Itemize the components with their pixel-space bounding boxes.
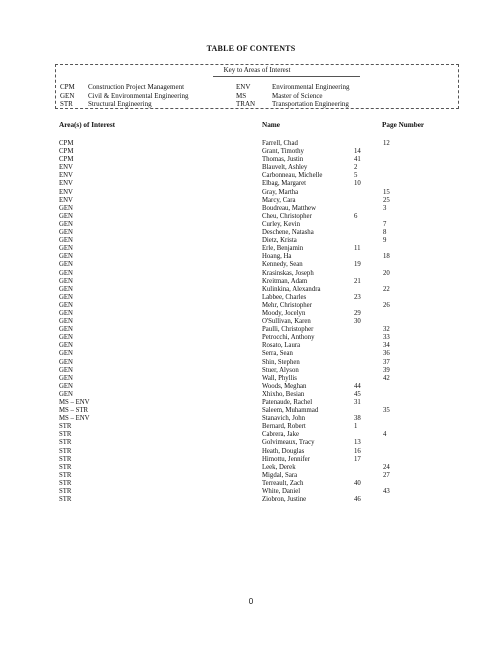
entry-name: Terreault, Zach bbox=[262, 479, 304, 487]
entry-area: GEN bbox=[59, 269, 73, 277]
list-item bbox=[0, 359, 502, 367]
entry-name: Kreitman, Adam bbox=[262, 277, 308, 285]
list-item bbox=[0, 164, 502, 172]
entry-area: CPM bbox=[59, 140, 74, 147]
list-item bbox=[0, 229, 502, 237]
entry-name: White, Daniel bbox=[262, 488, 301, 496]
entry-page-number: 5 bbox=[354, 172, 358, 180]
entry-name: Patenaude, Rachel bbox=[262, 399, 313, 406]
entry-name: Wall, Phyllis bbox=[262, 374, 297, 382]
list-item bbox=[0, 350, 502, 358]
list-item bbox=[0, 334, 502, 342]
list-item bbox=[0, 456, 502, 464]
entry-area: STR bbox=[59, 423, 72, 431]
entry-page-number: 40 bbox=[354, 479, 361, 487]
entry-page-number: 22 bbox=[383, 285, 390, 293]
entry-area: GEN bbox=[59, 285, 73, 293]
entry-area: MS – ENV bbox=[59, 415, 90, 423]
list-item bbox=[0, 448, 502, 456]
entry-area: GEN bbox=[59, 342, 73, 350]
entry-page-number: 42 bbox=[383, 374, 390, 382]
entry-area: GEN bbox=[59, 237, 73, 245]
key-abbreviation: CPM bbox=[60, 83, 75, 91]
entry-name: Boudreau, Matthew bbox=[262, 204, 316, 212]
key-abbreviation: GEN bbox=[60, 91, 75, 100]
key-abbreviation: MS bbox=[236, 91, 247, 100]
entry-page-number: 4 bbox=[383, 431, 387, 439]
list-item bbox=[0, 180, 502, 188]
entry-page-number: 29 bbox=[354, 309, 361, 317]
entry-name: Petrocchi, Anthony bbox=[262, 334, 315, 342]
entry-page-number: 44 bbox=[354, 382, 361, 390]
list-item bbox=[0, 415, 502, 423]
page-title: TABLE OF CONTENTS bbox=[206, 44, 296, 53]
key-description: Environmental Engineering bbox=[272, 83, 350, 91]
entry-area: ENV bbox=[59, 164, 73, 172]
entry-page-number: 3 bbox=[383, 204, 387, 212]
entry-page-number: 8 bbox=[383, 229, 387, 237]
list-item bbox=[0, 375, 502, 383]
entry-name: Kennedy, Sean bbox=[262, 261, 303, 269]
entry-page-number: 36 bbox=[383, 350, 390, 358]
entry-area: MS – STR bbox=[59, 407, 89, 415]
entry-area: GEN bbox=[59, 220, 73, 228]
list-item bbox=[0, 286, 502, 294]
entry-page-number: 13 bbox=[354, 439, 361, 447]
entry-page-number: 17 bbox=[354, 455, 361, 463]
list-item bbox=[0, 205, 502, 213]
list-item bbox=[0, 270, 502, 278]
entry-name: Mehr, Christopher bbox=[262, 301, 312, 309]
list-item bbox=[0, 407, 502, 415]
entry-name: Carbonneau, Michelle bbox=[262, 172, 323, 180]
entry-name: Ziobron, Justine bbox=[262, 496, 307, 504]
entry-name: O'Sullivan, Karen bbox=[262, 318, 311, 326]
entry-name: Gray, Martha bbox=[262, 188, 299, 196]
entry-page-number: 27 bbox=[383, 471, 390, 479]
entry-page-number: 23 bbox=[354, 293, 361, 301]
list-item bbox=[0, 367, 502, 375]
list-item bbox=[0, 213, 502, 221]
list-item bbox=[0, 197, 502, 205]
list-item bbox=[0, 253, 502, 261]
entry-area: MS – ENV bbox=[59, 399, 90, 406]
entry-area: GEN bbox=[59, 301, 73, 309]
list-item bbox=[0, 439, 502, 447]
list-item bbox=[0, 261, 502, 269]
entry-name: Golvimeaux, Tracy bbox=[262, 439, 315, 447]
entry-name: Erle, Benjamin bbox=[262, 245, 304, 253]
entry-page-number: 6 bbox=[354, 212, 358, 220]
entry-area: GEN bbox=[59, 326, 73, 334]
entry-name: Hoang, Ha bbox=[262, 253, 292, 261]
entry-page-number: 33 bbox=[383, 334, 390, 342]
key-abbreviation: STR bbox=[60, 100, 73, 108]
entry-area: GEN bbox=[59, 390, 73, 398]
list-item bbox=[0, 383, 502, 391]
entry-name: Grant, Timothy bbox=[262, 148, 304, 156]
entry-page-number: 32 bbox=[383, 326, 390, 334]
list-item bbox=[0, 245, 502, 253]
entry-area: STR bbox=[59, 471, 72, 479]
entry-name: Elbag, Margaret bbox=[262, 180, 307, 188]
list-item bbox=[0, 488, 502, 496]
list-item bbox=[0, 294, 502, 302]
entry-area: STR bbox=[59, 431, 72, 439]
key-box bbox=[55, 64, 459, 109]
entry-page-number: 25 bbox=[383, 196, 390, 204]
entry-name: Kulinkina, Alexandra bbox=[262, 285, 321, 293]
key-title: Key to Areas of Interest bbox=[223, 66, 291, 74]
entry-page-number: 43 bbox=[383, 488, 390, 496]
entry-area: STR bbox=[59, 455, 72, 463]
entry-name: Xhixho, Besian bbox=[262, 390, 305, 398]
entry-name: Marcy, Cara bbox=[262, 196, 296, 204]
entry-name: Cheu, Christopher bbox=[262, 212, 312, 220]
list-item bbox=[0, 496, 502, 504]
key-description: Construction Project Management bbox=[88, 83, 185, 91]
entry-page-number: 41 bbox=[354, 156, 361, 164]
entry-name: Deschene, Natasha bbox=[262, 229, 314, 237]
entry-page-number: 30 bbox=[354, 318, 361, 326]
entry-area: ENV bbox=[59, 180, 73, 188]
list-item bbox=[0, 399, 502, 407]
entry-name: Curley, Kevin bbox=[262, 220, 301, 228]
page-number: 0 bbox=[248, 597, 254, 606]
list-item bbox=[0, 342, 502, 350]
entry-name: Cabrera, Jake bbox=[262, 431, 299, 439]
entry-page-number: 15 bbox=[383, 188, 390, 196]
entry-page-number: 14 bbox=[354, 148, 361, 156]
entry-area: GEN bbox=[59, 309, 73, 317]
entry-name: Krasinskas, Joseph bbox=[262, 269, 314, 277]
entry-area: GEN bbox=[59, 382, 73, 390]
list-item bbox=[0, 480, 502, 488]
entry-name: Migdal, Sara bbox=[262, 471, 298, 479]
entry-name: Woods, Meghan bbox=[262, 382, 307, 390]
column-header-page: Page Number bbox=[382, 121, 425, 129]
entry-name: Blauvelt, Ashley bbox=[262, 164, 308, 172]
entry-name: Leek, Derek bbox=[262, 463, 296, 471]
entry-page-number: 38 bbox=[354, 415, 361, 423]
entry-area: GEN bbox=[59, 204, 73, 212]
list-item bbox=[0, 140, 502, 148]
entry-name: Thomas, Justin bbox=[262, 156, 304, 164]
entry-name: Shin, Stephen bbox=[262, 358, 300, 366]
entry-area: STR bbox=[59, 479, 72, 487]
entry-area: ENV bbox=[59, 188, 73, 196]
entry-area: GEN bbox=[59, 245, 73, 253]
key-description: Transportation Engineering bbox=[272, 100, 349, 108]
entry-name: Serra, Sean bbox=[262, 350, 293, 358]
entry-page-number: 37 bbox=[383, 358, 390, 366]
entry-area: GEN bbox=[59, 318, 73, 326]
column-header-area: Area(s) of Interest bbox=[59, 121, 116, 129]
contents-list bbox=[0, 140, 502, 504]
entry-area: STR bbox=[59, 488, 72, 496]
list-item bbox=[0, 148, 502, 156]
entry-name: Rosato, Laura bbox=[262, 342, 301, 350]
entry-page-number: 26 bbox=[383, 301, 390, 309]
list-item bbox=[0, 302, 502, 310]
entry-page-number: 16 bbox=[354, 447, 361, 455]
entry-page-number: 2 bbox=[354, 164, 358, 172]
entry-page-number: 12 bbox=[383, 140, 390, 147]
entry-name: Paulli, Christopher bbox=[262, 326, 314, 334]
entry-name: Stanavich, John bbox=[262, 415, 306, 423]
entry-area: STR bbox=[59, 439, 72, 447]
entry-page-number: 45 bbox=[354, 390, 361, 398]
entry-name: Farrell, Chad bbox=[262, 140, 298, 147]
entry-area: GEN bbox=[59, 358, 73, 366]
entry-page-number: 1 bbox=[354, 423, 358, 431]
entry-name: Stuer, Alyson bbox=[262, 366, 299, 374]
entry-page-number: 18 bbox=[383, 253, 390, 261]
list-item bbox=[0, 172, 502, 180]
entry-page-number: 24 bbox=[383, 463, 390, 471]
entry-name: Moody, Jocelyn bbox=[262, 309, 306, 317]
entry-name: Saleem, Muhammad bbox=[262, 407, 319, 415]
entry-page-number: 34 bbox=[383, 342, 390, 350]
entry-area: GEN bbox=[59, 229, 73, 237]
entry-page-number: 9 bbox=[383, 237, 387, 245]
list-item bbox=[0, 472, 502, 480]
key-abbreviation: ENV bbox=[236, 83, 251, 91]
entry-area: ENV bbox=[59, 172, 73, 180]
entry-page-number: 20 bbox=[383, 269, 390, 277]
entry-page-number: 19 bbox=[354, 261, 361, 269]
key-description: Civil & Environmental Engineering bbox=[88, 91, 189, 100]
key-title-rule bbox=[213, 76, 360, 77]
entry-area: GEN bbox=[59, 334, 73, 342]
list-item bbox=[0, 221, 502, 229]
entry-area: GEN bbox=[59, 212, 73, 220]
entry-page-number: 10 bbox=[354, 180, 361, 188]
entry-name: Labbee, Charles bbox=[262, 293, 307, 301]
entry-page-number: 39 bbox=[383, 366, 390, 374]
list-item bbox=[0, 318, 502, 326]
entry-area: GEN bbox=[59, 253, 73, 261]
entry-area: GEN bbox=[59, 350, 73, 358]
entry-name: Heath, Douglas bbox=[262, 447, 305, 455]
list-item bbox=[0, 464, 502, 472]
entry-name: Dietz, Krista bbox=[262, 237, 297, 245]
list-item bbox=[0, 391, 502, 399]
key-description: Structural Engineering bbox=[88, 100, 152, 108]
entry-area: GEN bbox=[59, 374, 73, 382]
list-item bbox=[0, 326, 502, 334]
entry-area: STR bbox=[59, 463, 72, 471]
entry-page-number: 7 bbox=[383, 220, 387, 228]
list-item bbox=[0, 310, 502, 318]
entry-name: Bernard, Robert bbox=[262, 423, 306, 431]
entry-area: CPM bbox=[59, 148, 74, 156]
entry-area: GEN bbox=[59, 366, 73, 374]
list-item bbox=[0, 278, 502, 286]
entry-page-number: 35 bbox=[383, 407, 390, 415]
entry-page-number: 21 bbox=[354, 277, 361, 285]
entry-area: GEN bbox=[59, 261, 73, 269]
entry-area: GEN bbox=[59, 277, 73, 285]
entry-name: Himottu, Jennifer bbox=[262, 455, 310, 463]
entry-page-number: 11 bbox=[354, 245, 361, 253]
list-item bbox=[0, 237, 502, 245]
entry-area: STR bbox=[59, 447, 72, 455]
list-item bbox=[0, 189, 502, 197]
list-item bbox=[0, 156, 502, 164]
entry-area: GEN bbox=[59, 293, 73, 301]
entry-page-number: 31 bbox=[354, 399, 361, 406]
column-header-name: Name bbox=[262, 121, 280, 129]
key-description: Master of Science bbox=[272, 91, 323, 100]
entry-page-number: 46 bbox=[354, 496, 361, 504]
list-item bbox=[0, 431, 502, 439]
entry-area: ENV bbox=[59, 196, 73, 204]
key-abbreviation: TRAN bbox=[236, 100, 256, 108]
entry-area: CPM bbox=[59, 156, 74, 164]
list-item bbox=[0, 423, 502, 431]
entry-area: STR bbox=[59, 496, 72, 504]
